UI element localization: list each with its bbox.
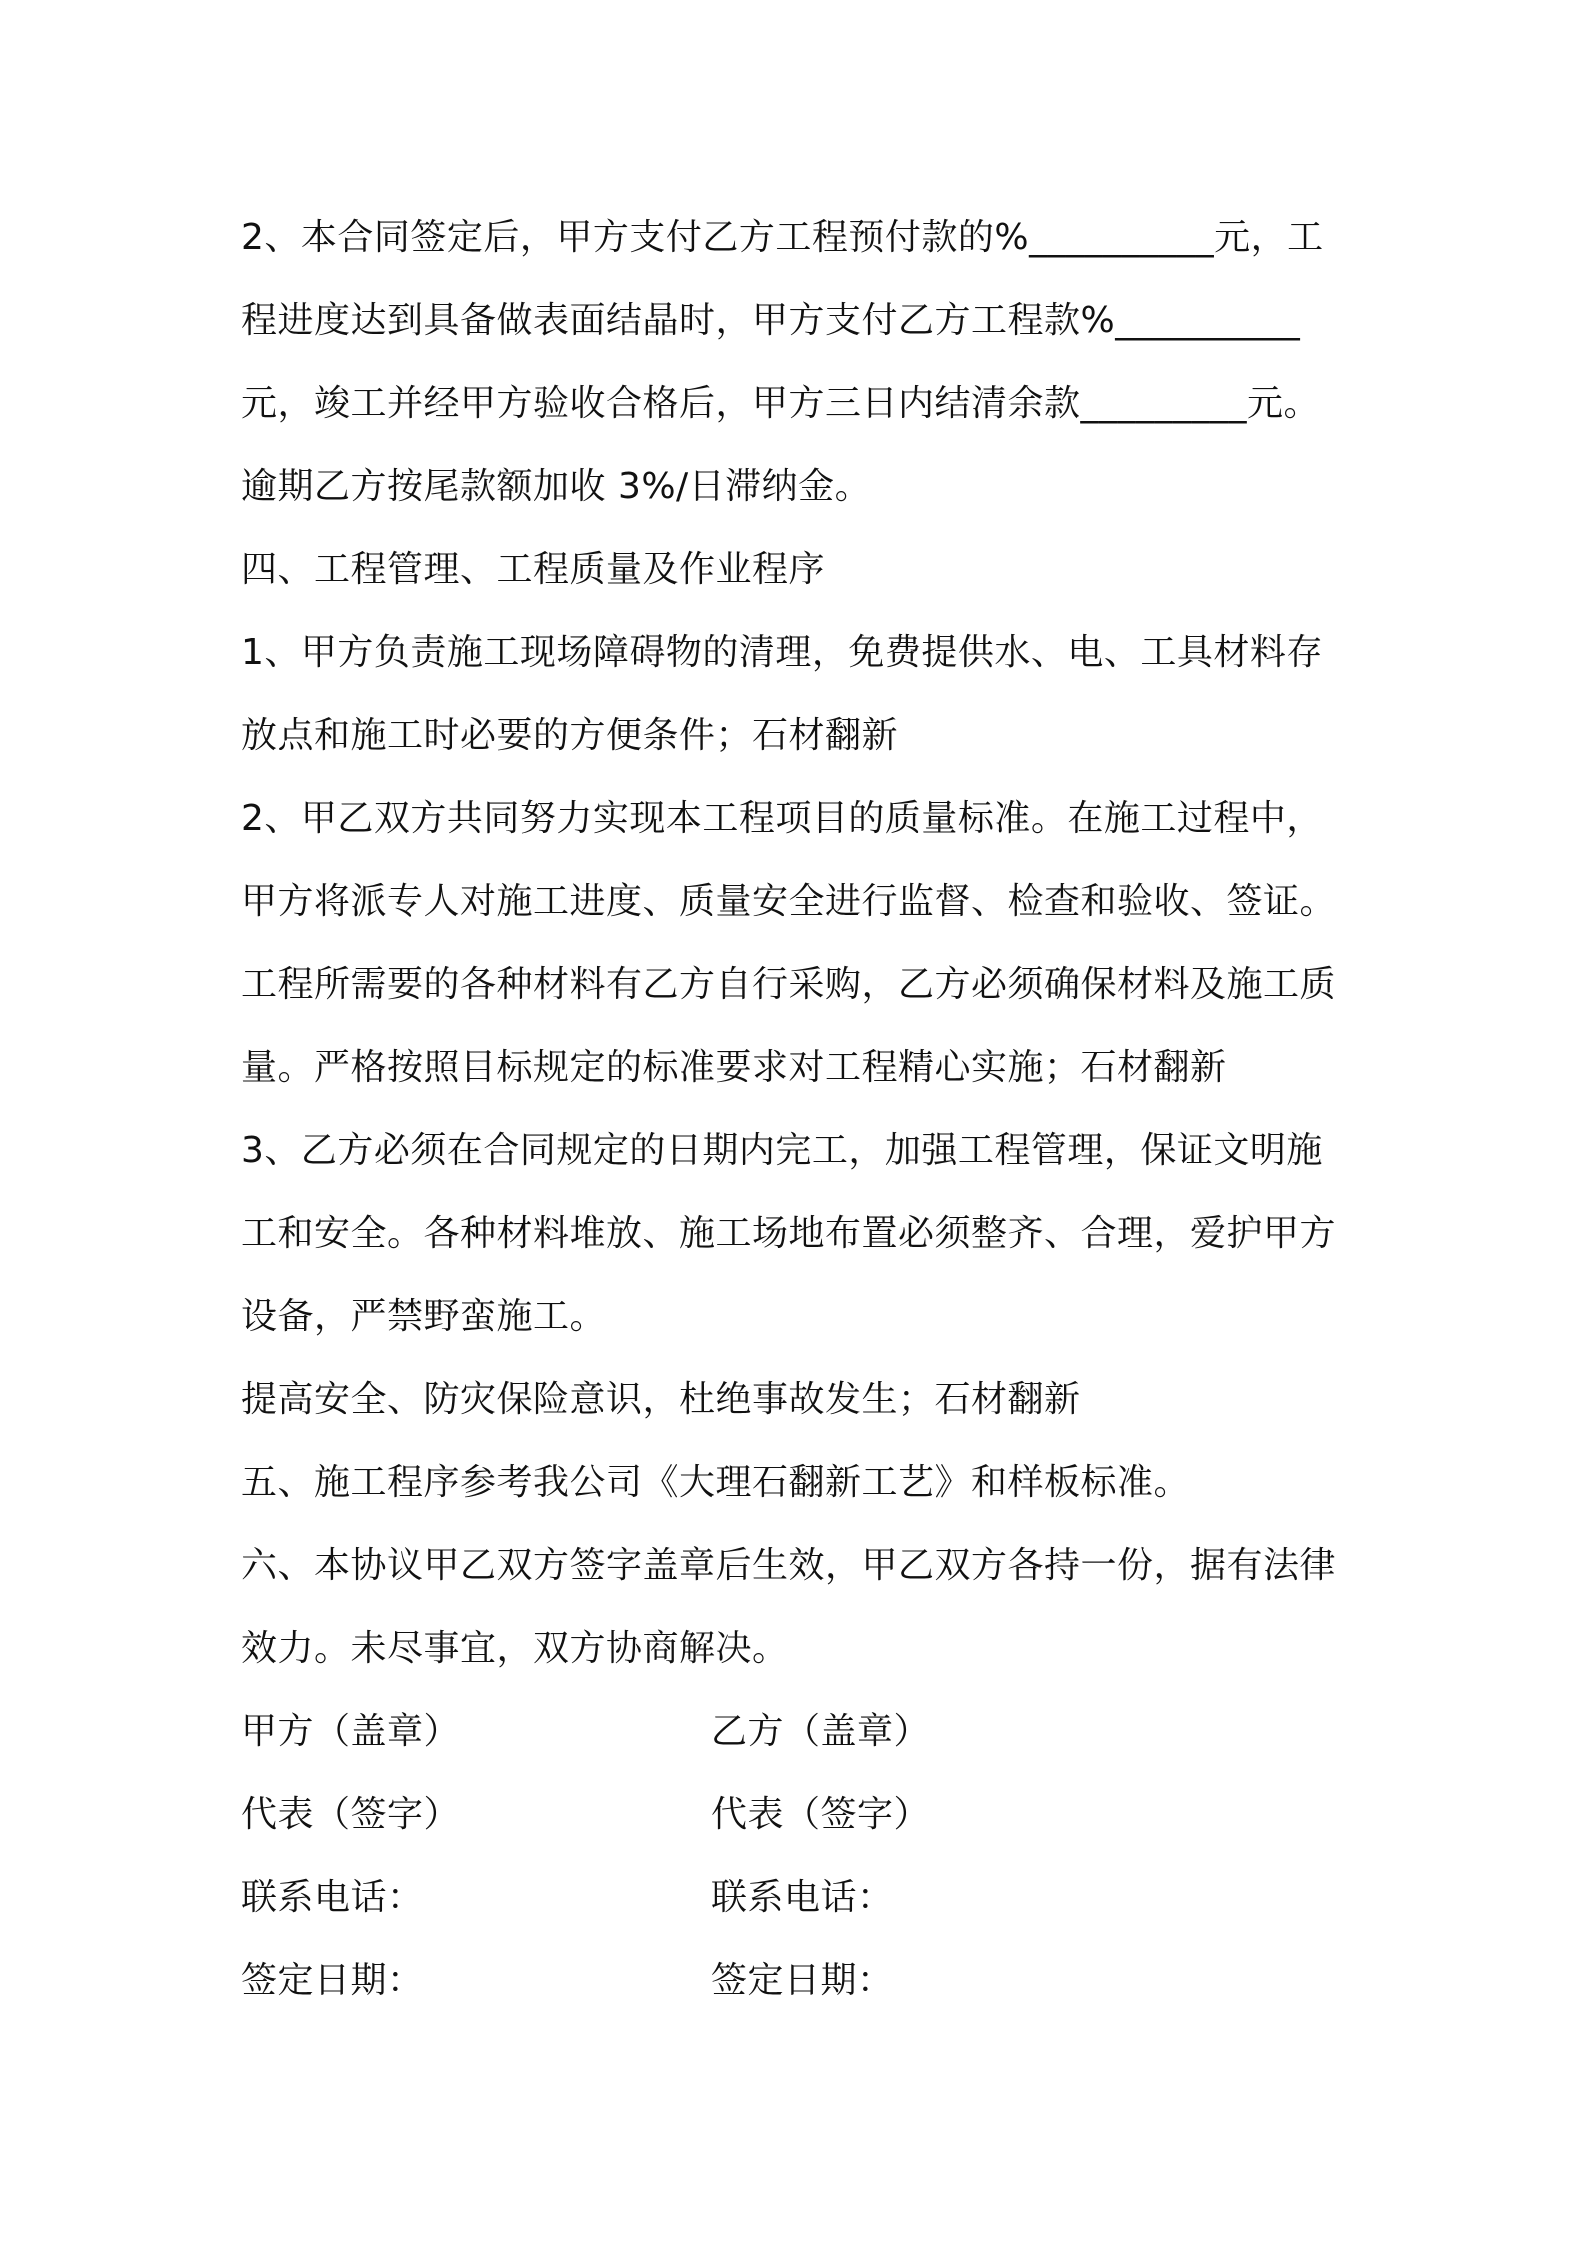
paragraph-payment-terms: 2、本合同签定后，甲方支付乙方工程预付款的%__________元，工程进度达到具备做表面结晶时，甲方支付乙方工程款%__________元，竣工并经甲方验收合格后，甲方三日内结清余款_________元。 (241, 217, 1324, 424)
paragraph-clause-2: 2、甲乙双方共同努力实现本工程项目的质量标准。在施工过程中，甲方将派专人对施工进度、质量安全进行监督、检查和验收、签证。工程所需要的各种材料有乙方自行采购，乙方必须确保材料及施工质量。严格按照目标规定的标准要求对工程精心实施；石材翻新 (241, 798, 1337, 1088)
paragraph-clause-1: 1、甲方负责施工现场障碍物的清理，免费提供水、电、工具材料存放点和施工时必要的方便条件；石材翻新 (241, 632, 1323, 756)
party-a-phone: 联系电话： (241, 1877, 424, 1918)
party-a-representative: 代表（签字） (241, 1794, 461, 1835)
section-heading-procedure: 五、施工程序参考我公司《大理石翻新工艺》和样板标准。 (241, 1462, 1191, 1503)
paragraph-late-fee: 逾期乙方按尾款额加收 3%/日滞纳金。 (241, 466, 872, 507)
signature-row-date (241, 1939, 1351, 2022)
party-b-representative: 代表（签字） (711, 1794, 931, 1835)
section-heading-management: 四、工程管理、工程质量及作业程序 (241, 549, 826, 590)
document-body (241, 196, 1351, 2022)
signature-row-phone (241, 1856, 1351, 1939)
paragraph-clause-3: 3、乙方必须在合同规定的日期内完工，加强工程管理，保证文明施工和安全。各种材料堆放、施工场地布置必须整齐、合理，爱护甲方设备，严禁野蛮施工。 (241, 1130, 1337, 1337)
section-heading-effect: 六、本协议甲乙双方签字盖章后生效，甲乙双方各持一份，据有法律效力。未尽事宜，双方协商解决。 (241, 1545, 1337, 1669)
party-a-sign-date: 签定日期： (241, 1960, 424, 2001)
signature-row-seal (241, 1690, 1351, 1773)
party-b-sign-date: 签定日期： (711, 1960, 894, 2001)
party-b-phone: 联系电话： (711, 1877, 894, 1918)
party-b-seal: 乙方（盖章） (711, 1711, 931, 1752)
signature-block (241, 1690, 1351, 2022)
paragraph-safety: 提高安全、防灾保险意识，杜绝事故发生；石材翻新 (241, 1379, 1081, 1420)
party-a-seal: 甲方（盖章） (241, 1711, 461, 1752)
signature-row-representative (241, 1773, 1351, 1856)
